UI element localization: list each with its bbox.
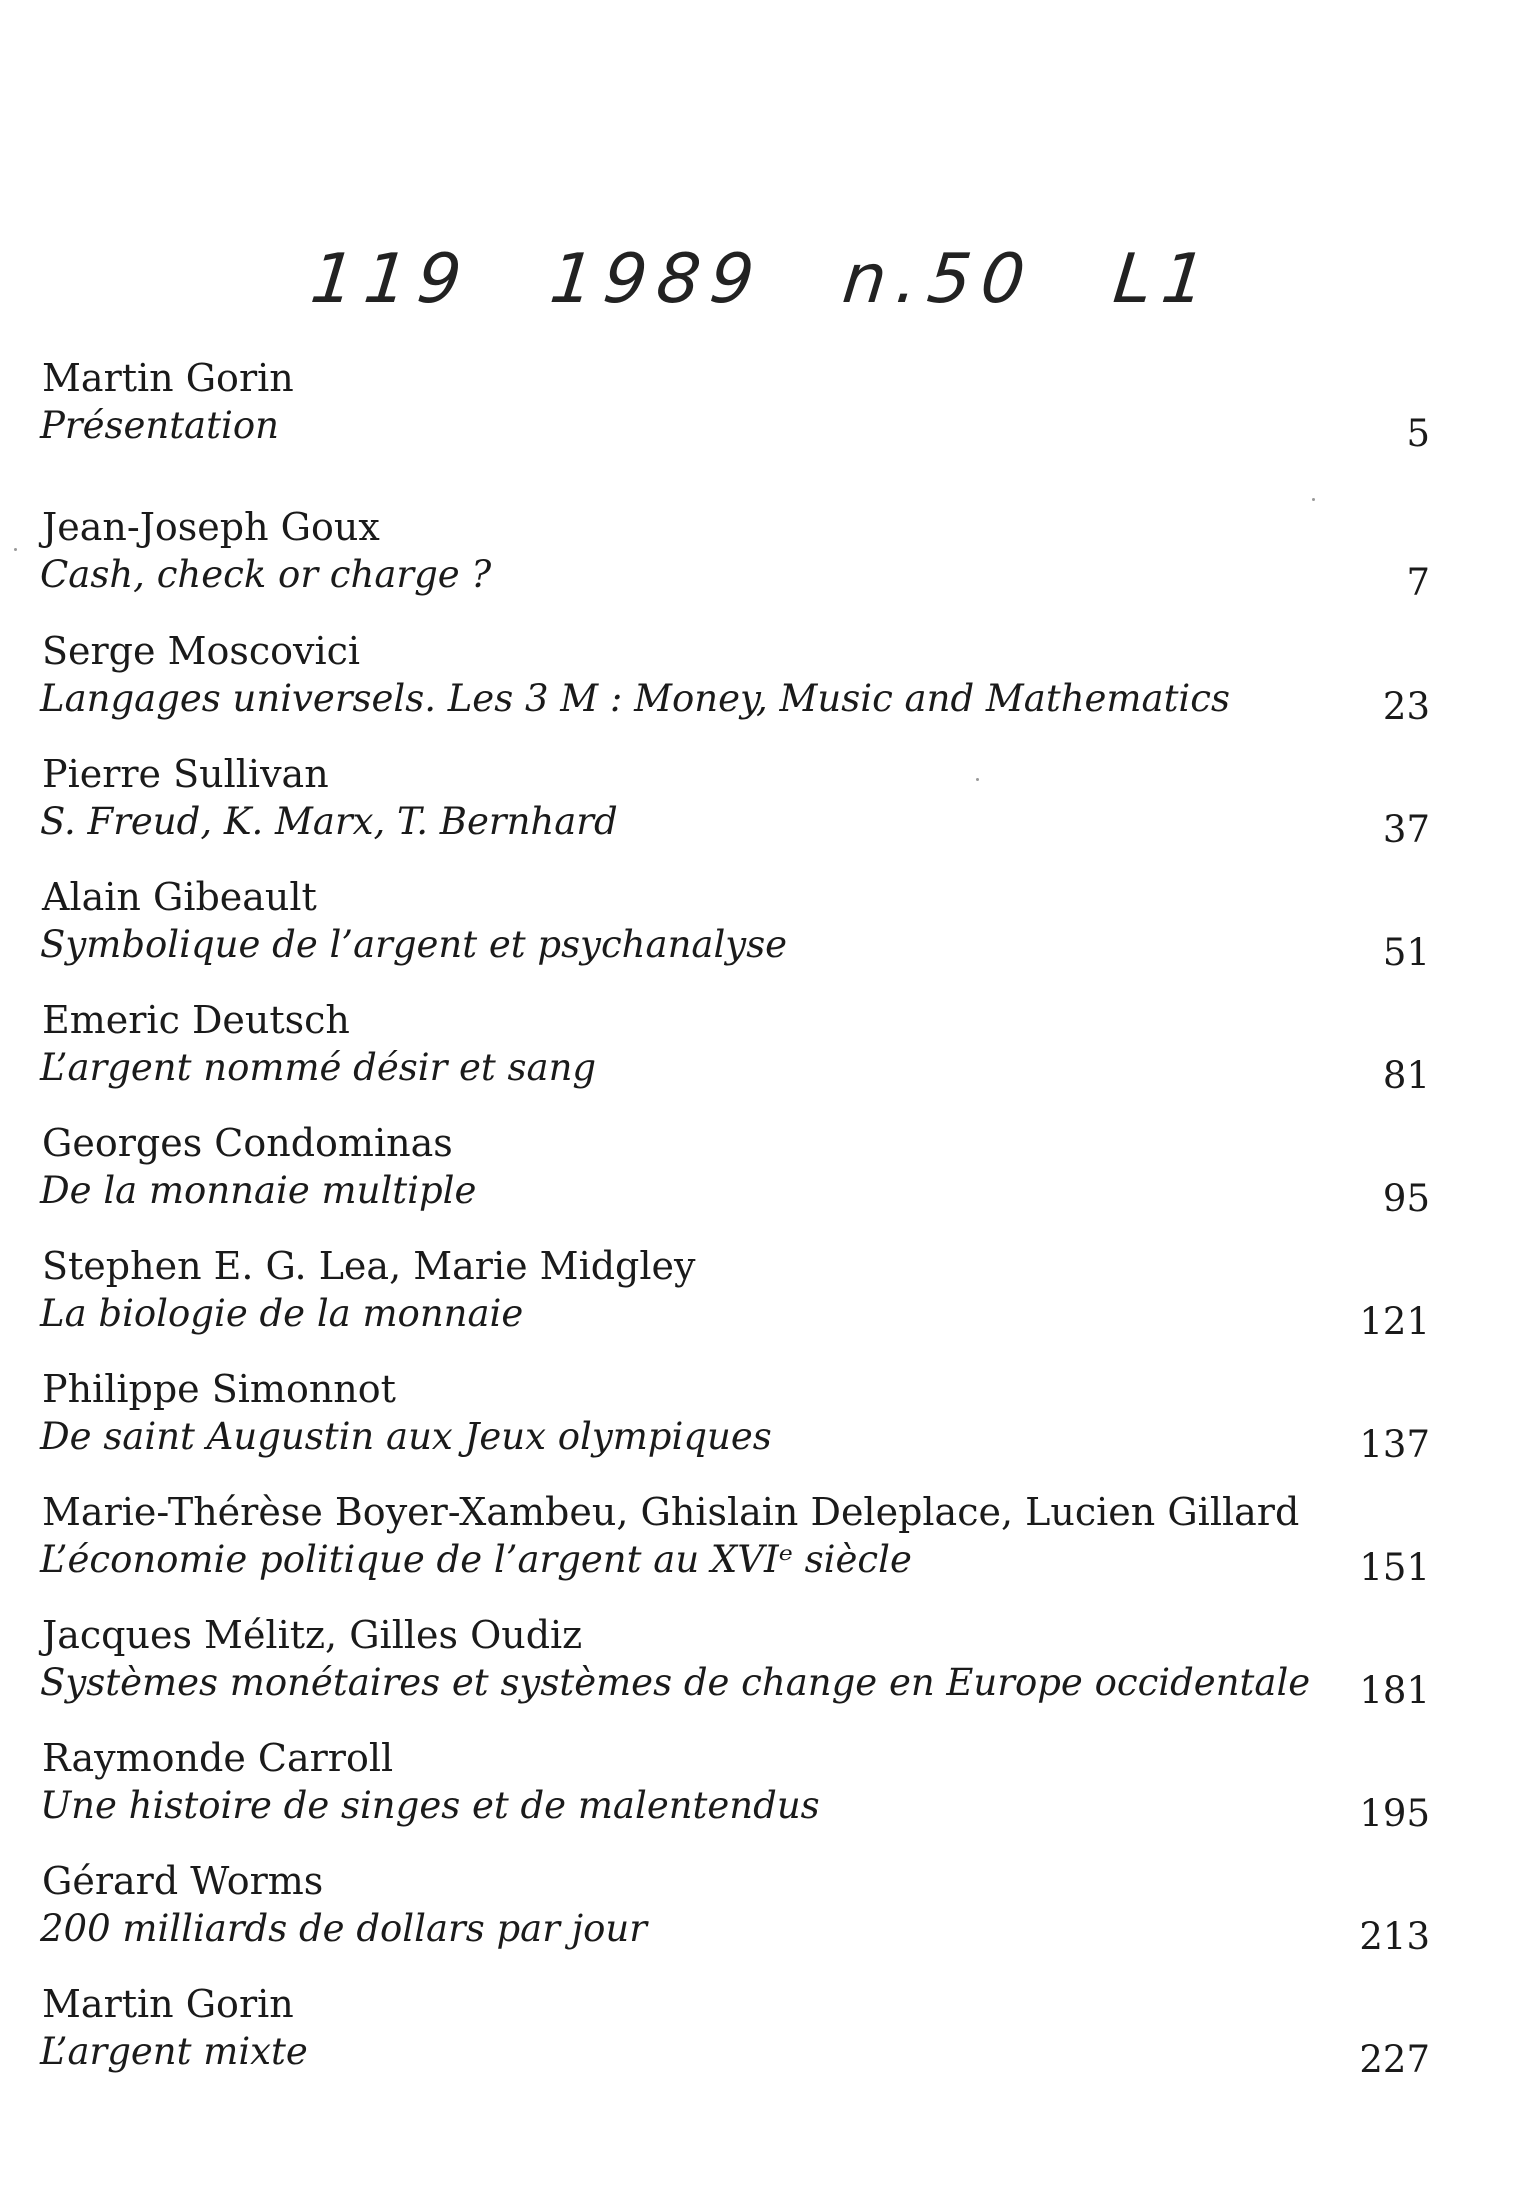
entry-title: Présentation [40, 404, 279, 447]
entry-author: Gérard Worms [42, 1859, 324, 1903]
toc-entry [30, 1365, 1430, 1475]
entry-author: Marie-Thérèse Boyer-Xambeu, Ghislain Deleplace, Lucien Gillard [42, 1490, 1300, 1534]
entry-author: Georges Condominas [42, 1121, 453, 1165]
entry-title: De la monnaie multiple [40, 1169, 477, 1212]
toc-entry [30, 750, 1430, 860]
entry-page: 195 [1359, 1792, 1430, 1835]
toc-entry [30, 996, 1430, 1106]
entry-author: Jacques Mélitz, Gilles Oudiz [42, 1613, 583, 1657]
toc-entry [30, 1488, 1430, 1598]
entry-page: 137 [1359, 1423, 1430, 1466]
toc-entry [30, 1734, 1430, 1844]
entry-author: Martin Gorin [42, 1982, 294, 2026]
toc-entry [30, 627, 1430, 737]
entry-page: 37 [1382, 808, 1430, 851]
scan-speck [976, 778, 979, 781]
entry-title: Langages universels. Les 3 M : Money, Music and Mathematics [40, 677, 1230, 720]
entry-page: 5 [1406, 412, 1430, 455]
entry-page: 7 [1406, 561, 1430, 604]
toc-entry [30, 1242, 1430, 1352]
entry-title: Systèmes monétaires et systèmes de change en Europe occidentale [40, 1661, 1311, 1704]
entry-title: Symbolique de l’argent et psychanalyse [40, 923, 788, 966]
scan-speck [14, 548, 17, 551]
entry-title: S. Freud, K. Marx, T. Bernhard [40, 800, 618, 843]
entry-page: 151 [1359, 1546, 1430, 1589]
entry-author: Raymonde Carroll [42, 1736, 394, 1780]
handwritten-annotation: 119 1989 n.50 L1 [306, 240, 1220, 319]
entry-title: Cash, check or charge ? [40, 553, 492, 596]
entry-page: 213 [1359, 1915, 1430, 1958]
entry-page: 227 [1359, 2038, 1430, 2081]
entry-author: Jean-Joseph Goux [42, 505, 380, 549]
entry-page: 81 [1382, 1054, 1430, 1097]
entry-author: Alain Gibeault [42, 875, 317, 919]
toc-entry [30, 1857, 1430, 1967]
toc-entry [30, 1119, 1430, 1229]
entry-page: 121 [1359, 1300, 1430, 1343]
entry-author: Emeric Deutsch [42, 998, 350, 1042]
entry-title: La biologie de la monnaie [40, 1292, 524, 1335]
toc-entry [30, 1980, 1430, 2090]
entry-author: Martin Gorin [42, 356, 294, 400]
scan-speck [1312, 498, 1315, 501]
entry-author: Pierre Sullivan [42, 752, 329, 796]
entry-page: 181 [1359, 1669, 1430, 1712]
entry-page: 51 [1382, 931, 1430, 974]
entry-page: 95 [1382, 1177, 1430, 1220]
entry-title: De saint Augustin aux Jeux olympiques [40, 1415, 772, 1458]
toc-entry [30, 1611, 1430, 1721]
entry-page: 23 [1382, 685, 1430, 728]
entry-title: 200 milliards de dollars par jour [40, 1907, 647, 1950]
entry-title: Une histoire de singes et de malentendus [40, 1784, 820, 1827]
entry-author: Stephen E. G. Lea, Marie Midgley [42, 1244, 696, 1288]
toc-entry [30, 503, 1430, 613]
entry-author: Serge Moscovici [42, 629, 361, 673]
entry-author: Philippe Simonnot [42, 1367, 396, 1411]
entry-title: L’économie politique de l’argent au XVIᵉ siècle [40, 1538, 912, 1581]
toc-entry [30, 354, 1430, 464]
entry-title: L’argent nommé désir et sang [40, 1046, 597, 1089]
entry-title: L’argent mixte [40, 2030, 308, 2073]
toc-entry [30, 873, 1430, 983]
